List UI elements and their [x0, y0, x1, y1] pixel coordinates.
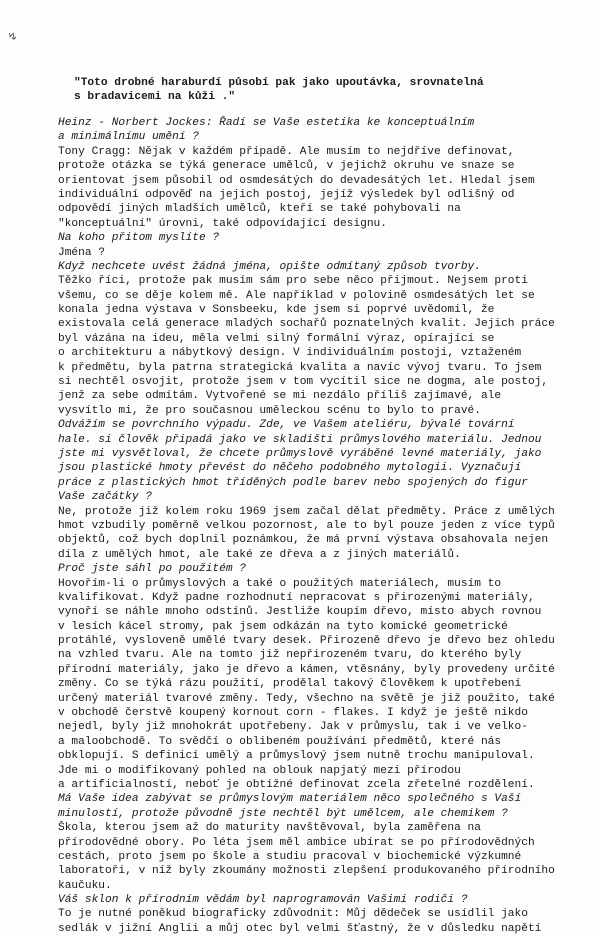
answer-line: byl vázána na ideu, měla velmi silný formální výraz, opírající se: [58, 332, 495, 345]
answer-line: Jde mi o modifikovaný pohled na oblouk napjatý mezi přírodou: [58, 764, 461, 777]
answer-line: vysvítlo mi, že pro současnou uměleckou scénu to bylo to pravé.: [58, 404, 481, 417]
answer-line: a maloobchodě. To svědčí o oblibeném používání předmětů, které nás: [58, 735, 502, 748]
answer-line: existovala celá generace mladých sochařů poznatelných kvalit. Jejich práce: [58, 318, 555, 331]
question-line: Odvážím se povrchního výpadu. Zde, ve Vašem ateliéru, bývalé tovární: [58, 419, 515, 432]
answer-line: konala jedna výstava v Sonsbeeku, kde jsem si poprvé uvědomil, že: [58, 304, 495, 317]
answer-line: změny. Co se týká rázu použití, prodělal takový člověkem k upotřebení: [58, 678, 522, 691]
answer-line: si nechtěl osvojit, protože jsem v tom vycítil sice ne dogma, ale postoj,: [58, 376, 549, 389]
title-line: s bradavicemi na kůži .": [74, 91, 236, 103]
answer-line: To je nutné poněkud biograficky zdůvodnit: Můj dědeček se usídlil jako: [58, 908, 528, 921]
handwritten-mark: ↯: [6, 28, 20, 45]
answer-line: jenž za sebe odmítám. Vytvořené se mi nezdálo příliš zajímavé, ale: [58, 390, 502, 403]
answer-line: v lesích kácel stromy, pak jsem odkázán na tyto komické geometrické: [58, 620, 508, 633]
question-line: práce z plastických hmot tříděných podle barev nebo spojených do figur: [58, 476, 528, 489]
question-line: jsou plastické hmoty převést do něčeho podobného mytologii. Vyznačují: [58, 462, 522, 475]
answer-line: protáhlé, vysloveně umělé tvary desek. Přirozeně dřevo je dřevo bez ohledu: [58, 635, 555, 648]
answer-line: individuální odpověď na jejich postoj, jejíž výsledek byl odlišný od: [58, 188, 515, 201]
question-line: Má Vaše idea zabývat se průmyslovým materiálem něco společného s Vaší: [58, 793, 522, 806]
title-line: "Toto drobné haraburdí působí pak jako upoutávka, srovnatelná: [74, 77, 484, 89]
answer-line: určený materiál tvarové změny. Tedy, všechno na světě je již použito, také: [58, 692, 555, 705]
question-line: Heinz - Norbert Jockes: Řadí se Vaše estetika ke konceptuálním: [58, 117, 475, 129]
answer-line: nejedl, byly již mnohokrát upotřebeny. Jak v průmyslu, tak i ve velko-: [58, 721, 528, 734]
answer-line: na vzhled tvaru. Ale na tomto již nepřirozeném tvaru, do kterého byly: [58, 649, 522, 662]
answer-line: laboratoři, v níž byly zkoumány možnosti zlepšení produkovaného přírodního: [58, 865, 555, 878]
answer-line: odpovědí jiných mladších umělců, kteří se také pohybovali na: [58, 203, 461, 216]
answer-line: Ne, protože již kolem roku 1969 jsem začal dělat předměty. Práce z umělých: [58, 505, 555, 518]
question-line: hale. si člověk připadá jako ve skladišti průmyslového materiálu. Jednou: [58, 433, 542, 446]
interview-text: [58, 116, 578, 936]
answer-line: sedlák v jižní Anglii a můj otec byl velmi šťastný, že v důsledku napětí: [58, 922, 542, 935]
question-line: Proč jste sáhl po použitém ?: [58, 563, 246, 576]
answer-line: díla z umělých hmot, ale také ze dřeva a z jiných materiálů.: [58, 548, 461, 561]
answer-line: všemu, co se děje kolem mě. Ale například v polovině osmdesátých let se: [58, 289, 535, 302]
question-line: Váš sklon k přírodním vědám byl naprogramován Vašimi rodiči ?: [58, 894, 468, 907]
question-line: Na koho přitom myslíte ?: [58, 232, 220, 245]
answer-line: Jména ?: [58, 246, 105, 259]
answer-line: kaučuku.: [58, 879, 112, 892]
question-line: a minimálnímu umění ?: [58, 131, 199, 144]
answer-line: protože otázka se týká generace umělců, v jejichž okruhu ve snaze se: [58, 160, 515, 173]
answer-line: "konceptuální" úrovni, také odpovídající designu.: [58, 217, 387, 230]
answer-line: vynoří se náhle mnoho odstínů. Jestliže koupím dřevo, místo abych rovnou: [58, 606, 542, 619]
answer-line: v obchodě čerstvě koupený kornout corn - flakes. I když je ještě nikdo: [58, 707, 528, 720]
answer-line: přírodní materiály, jako je dřevo a kámen, vtěsnány, byly provedeny určité: [58, 663, 555, 676]
question-line: Vaše začátky ?: [58, 491, 152, 504]
answer-line: Hovořím-li o průmyslových a také o použitých materiálech, musím to: [58, 577, 502, 590]
question-line: jste mi vysvětloval, že chcete průmyslově vyráběné levné materiály, jako: [58, 447, 542, 460]
answer-line: objektů, což bych doplnil poznámkou, že má první výstava obsahovala nejen: [58, 534, 549, 547]
answer-line: kvalifikovat. Když padne rozhodnutí nepracovat s přirozenými materiály,: [58, 591, 535, 604]
answer-line: obklopují. S definicí umělý a průmyslový jsem nutně trochu manipuloval.: [58, 750, 535, 763]
answer-line: cestách, proto jsem po škole a studiu pracoval v biochemické výzkumné: [58, 850, 522, 863]
answer-line: a artificialností, neboť je obtížné definovat zcela zřetelné rozdělení.: [58, 778, 535, 791]
question-line: minulostí, protože původně jste nechtěl být umělcem, ale chemikem ?: [58, 807, 508, 820]
answer-line: k předmětu, byla patrna strategická kvalita a navíc vývoj tvaru. To jsem: [58, 361, 542, 374]
answer-line: hmot vzbudily poměrně velkou pozornost, ale to byl pouze jeden z více typů: [58, 519, 555, 532]
answer-line: Škola, kterou jsem až do maturity navštěvoval, byla zaměřena na: [58, 822, 481, 835]
answer-line: Těžko říci, protože pak musím sám pro sebe něco přijmout. Nejsem proti: [58, 275, 528, 288]
document-title: [74, 76, 574, 104]
answer-line: Tony Cragg: Nějak v každém případě. Ale musím to nejdříve definovat,: [58, 145, 515, 158]
question-line: Když nechcete uvést žádná jména, opište odmítaný způsob tvorby.: [58, 260, 481, 273]
answer-line: orientovat jsem působil od osmdesátých do devadesátých let. Hledal jsem: [58, 174, 535, 187]
answer-line: přírodovědné obory. Po léta jsem měl ambice ubírat se po přírodovědných: [58, 836, 535, 849]
answer-line: o architekturu a nábytkový design. V individuálním postoji, vztaženém: [58, 347, 522, 360]
